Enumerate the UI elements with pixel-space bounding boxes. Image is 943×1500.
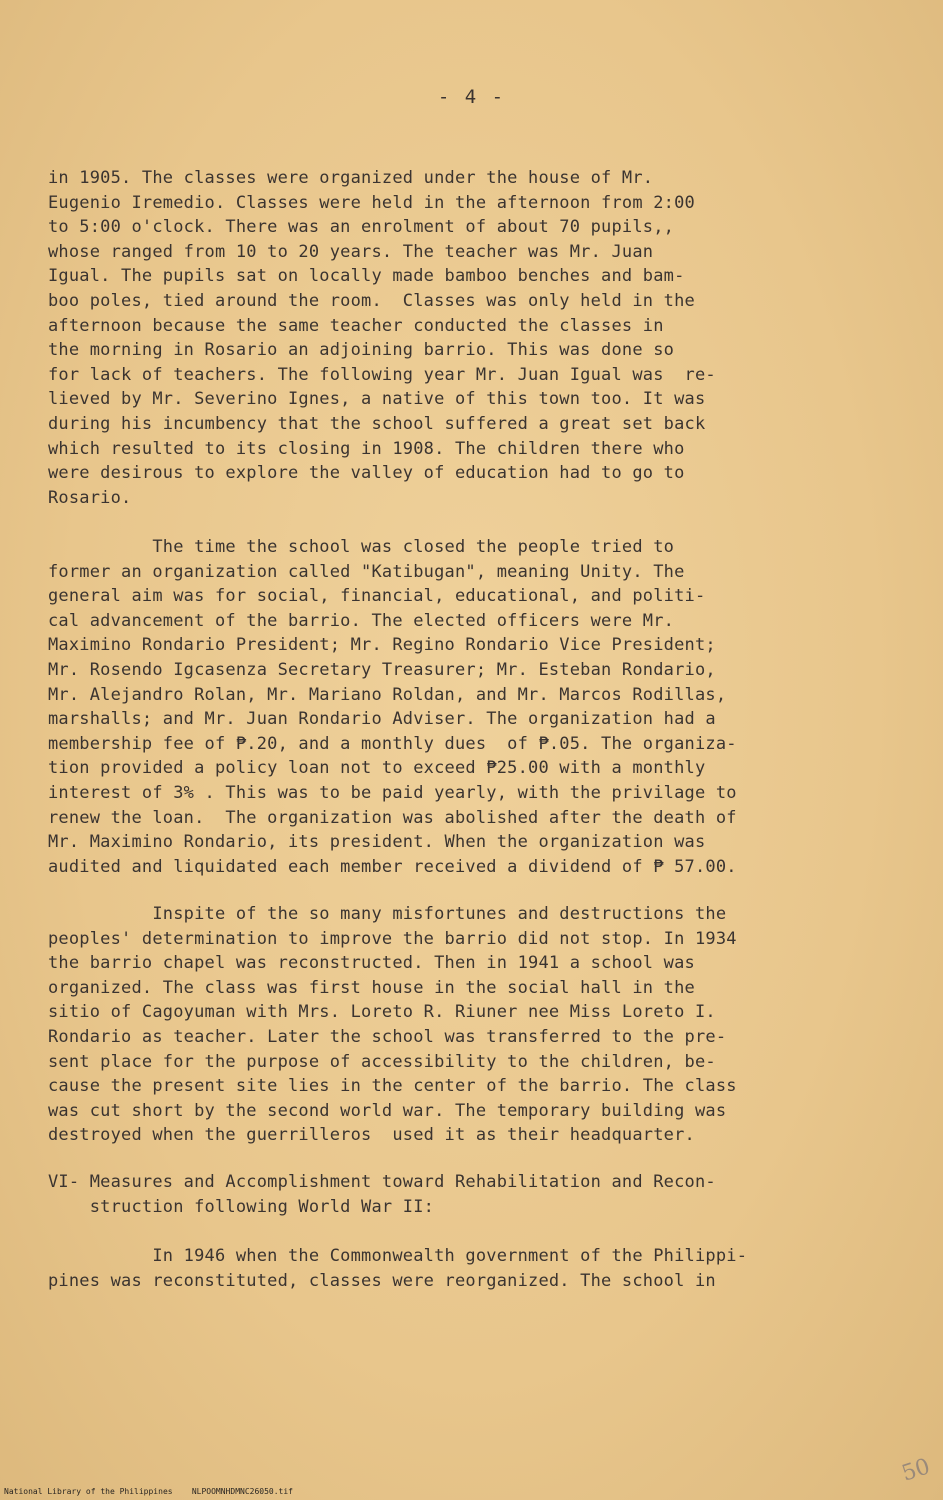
text-line: tion provided a policy loan not to exceed ₱25.00 with a monthly — [48, 758, 706, 779]
text-line: sitio of Cagoyuman with Mrs. Loreto R. Riuner nee Miss Loreto I. — [48, 1002, 716, 1023]
text-line: during his incumbency that the school suffered a great set back — [48, 413, 706, 434]
text-line: destroyed when the guerrilleros used it as their headquarter. — [48, 1125, 695, 1146]
text-line: Inspite of the so many misfortunes and destructions the — [48, 904, 727, 924]
section-heading-vi — [48, 1170, 878, 1219]
text-line: pines was reconstituted, classes were reorganized. The school in — [48, 1270, 716, 1291]
text-line: VI- Measures and Accomplishment toward Rehabilitation and Recon- — [48, 1172, 716, 1192]
text-line: lieved by Mr. Severino Ignes, a native of this town too. It was — [48, 389, 706, 410]
text-line: former an organization called "Katibugan", meaning Unity. The — [48, 561, 685, 582]
text-line: membership fee of ₱.20, and a monthly dues of ₱.05. The organiza- — [48, 733, 737, 754]
footer-filename: NLPOOMNHDMNC26050.tif — [191, 1487, 293, 1496]
text-line: sent place for the purpose of accessibility to the children, be- — [48, 1051, 716, 1072]
text-line: Maximino Rondario President; Mr. Regino Rondario Vice President; — [48, 635, 716, 656]
text-line: Eugenio Iremedio. Classes were held in the afternoon from 2:00 — [48, 192, 695, 213]
handwritten-sheet-mark: 50 — [898, 1454, 934, 1487]
text-line: Rosario. — [48, 487, 132, 508]
text-line: was cut short by the second world war. The temporary building was — [48, 1100, 727, 1121]
text-line: Mr. Alejandro Rolan, Mr. Mariano Roldan, and Mr. Marcos Rodillas, — [48, 684, 727, 705]
text-line: which resulted to its closing in 1908. The children there who — [48, 438, 685, 459]
text-line: boo poles, tied around the room. Classes was only held in the — [48, 290, 695, 311]
text-line: afternoon because the same teacher conducted the classes in — [48, 315, 664, 336]
text-line: whose ranged from 10 to 20 years. The teacher was Mr. Juan — [48, 241, 654, 262]
text-line: organized. The class was first house in the social hall in the — [48, 977, 695, 998]
paragraph-history-1905 — [48, 166, 878, 510]
paragraph-chapel-school — [48, 902, 878, 1148]
text-line: renew the loan. The organization was abolished after the death of — [48, 807, 737, 828]
text-line: Mr. Maximino Rondario, its president. When the organization was — [48, 832, 706, 853]
text-line: audited and liquidated each member received a dividend of ₱ 57.00. — [48, 856, 737, 877]
text-line: were desirous to explore the valley of education had to go to — [48, 463, 685, 484]
text-line: Rondario as teacher. Later the school was transferred to the pre- — [48, 1026, 727, 1047]
text-line: for lack of teachers. The following year Mr. Juan Igual was re- — [48, 364, 716, 385]
text-line: interest of 3% . This was to be paid yearly, with the privilage to — [48, 782, 737, 803]
text-line: marshalls; and Mr. Juan Rondario Adviser. The organization had a — [48, 709, 716, 730]
text-line: struction following World War II: — [48, 1196, 435, 1217]
text-line: peoples' determination to improve the barrio did not stop. In 1934 — [48, 928, 737, 949]
text-line: In 1946 when the Commonwealth government of the Philippi- — [48, 1246, 748, 1266]
text-line: Igual. The pupils sat on locally made bamboo benches and bam- — [48, 266, 685, 287]
text-line: to 5:00 o'clock. There was an enrolment of about 70 pupils,, — [48, 217, 675, 238]
text-line: in 1905. The classes were organized under the house of Mr. — [48, 168, 654, 188]
text-line: general aim was for social, financial, educational, and politi- — [48, 586, 706, 607]
paragraph-katibugan — [48, 535, 878, 879]
text-line: Mr. Rosendo Igcasenza Secretary Treasurer; Mr. Esteban Rondario, — [48, 659, 716, 680]
text-line: cal advancement of the barrio. The elected officers were Mr. — [48, 610, 675, 631]
text-line: the morning in Rosario an adjoining barrio. This was done so — [48, 340, 675, 361]
text-line: The time the school was closed the people tried to — [48, 537, 675, 557]
footer-archive: National Library of the Philippines — [4, 1487, 173, 1496]
paragraph-1946 — [48, 1244, 878, 1293]
text-line: the barrio chapel was reconstructed. Then in 1941 a school was — [48, 953, 695, 974]
text-line: cause the present site lies in the center of the barrio. The class — [48, 1076, 737, 1097]
scan-footer — [4, 1487, 293, 1496]
page-number: - 4 - — [437, 86, 506, 108]
